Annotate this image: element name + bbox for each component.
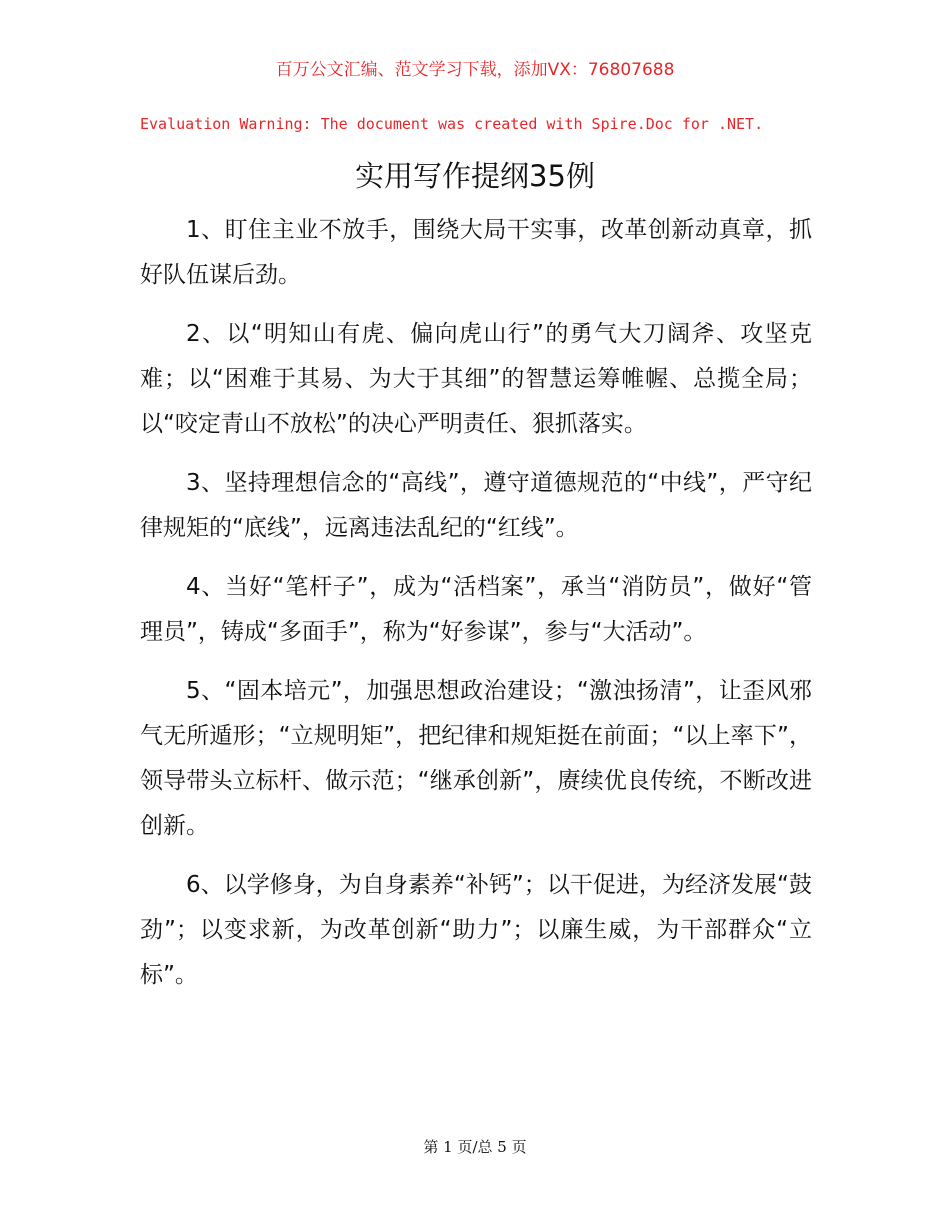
paragraph-1: 1、盯住主业不放手，围绕大局干实事，改革创新动真章，抓好队伍谋后劲。 bbox=[140, 217, 812, 288]
header-promo-text: 百万公文汇编、范文学习下载，添加VX：76807688 bbox=[275, 60, 675, 80]
document-body bbox=[140, 208, 812, 1012]
document-title: 实用写作提纲35例 bbox=[355, 159, 595, 193]
paragraph-3: 3、坚持理想信念的“高线”，遵守道德规范的“中线”，严守纪律规矩的“底线”，远离违法乱纪的“红线”。 bbox=[140, 470, 812, 541]
paragraph-4: 4、当好“笔杆子”，成为“活档案”，承当“消防员”，做好“管理员”，铸成“多面手”，称为“好参谋”，参与“大活动”。 bbox=[140, 574, 812, 645]
page-indicator: 第 1 页/总 5 页 bbox=[423, 1138, 527, 1156]
paragraph-5: 5、“固本培元”，加强思想政治建设；“激浊扬清”，让歪风邪气无所遁形；“立规明矩”，把纪律和规矩挺在前面；“以上率下”，领导带头立标杆、做示范；“继承创新”，赓续优良传统，不断改进创新。 bbox=[140, 678, 812, 839]
evaluation-warning: Evaluation Warning: The document was created with Spire.Doc for .NET. bbox=[140, 115, 764, 133]
paragraph-6: 6、以学修身，为自身素养“补钙”；以干促进，为经济发展“鼓劲”；以变求新，为改革创新“助力”；以廉生威，为干部群众“立标”。 bbox=[140, 872, 812, 988]
paragraph-2: 2、以“明知山有虎、偏向虎山行”的勇气大刀阔斧、攻坚克难；以“困难于其易、为大于其细”的智慧运筹帷幄、总揽全局；以“咬定青山不放松”的决心严明责任、狠抓落实。 bbox=[140, 321, 812, 437]
